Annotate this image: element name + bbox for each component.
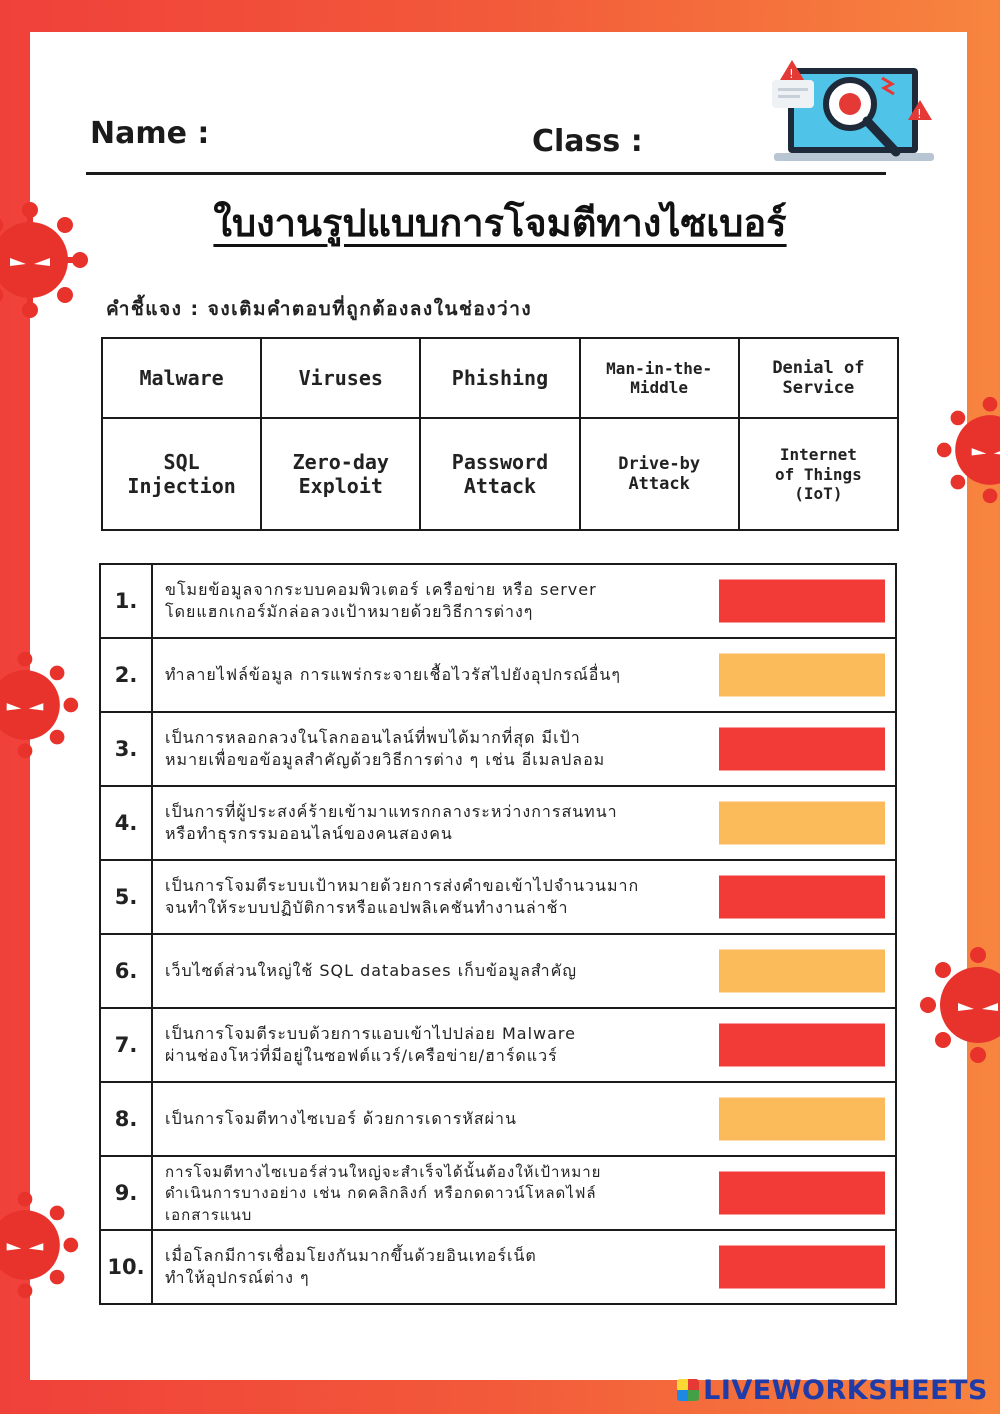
questions-table [99,563,897,1305]
question-row [100,1008,896,1082]
word-bank-cell: Viruses [261,338,420,418]
class-label: Class : [532,124,643,159]
question-number: 10. [100,1230,152,1304]
question-number: 5. [100,860,152,934]
question-number: 9. [100,1156,152,1230]
question-text: เมื่อโลกมีการเชื่อมโยงกันมากขึ้นด้วยอินเทอร์เน็ต ทำให้อุปกรณ์ต่าง ๆ [165,1246,537,1287]
word-bank-cell: Phishing [420,338,579,418]
answer-input-3[interactable] [719,728,885,771]
question-row [100,564,896,638]
word-bank-cell: Denial of Service [739,338,898,418]
question-number: 7. [100,1008,152,1082]
question-text: เป็นการโจมตีทางไซเบอร์ ด้วยการเดารหัสผ่าน [165,1109,517,1129]
liveworksheets-logo[interactable] [677,1375,988,1406]
name-label: Name : [90,116,210,151]
word-bank-cell: SQL Injection [102,418,261,530]
question-number: 1. [100,564,152,638]
question-row [100,1082,896,1156]
svg-text:!: ! [789,67,794,81]
answer-input-10[interactable] [719,1246,885,1289]
word-bank-cell: Zero-day Exploit [261,418,420,530]
word-bank-cell: Man-in-the- Middle [580,338,739,418]
word-bank-cell: Drive-by Attack [580,418,739,530]
answer-input-1[interactable] [719,580,885,623]
question-text: เป็นการหลอกลวงในโลกออนไลน์ที่พบได้มากที่สุด มีเป้า หมายเพื่อขอข้อมูลสำคัญด้วยวิธีการต่าง ๆ เช่น อีเมลปลอม [165,728,606,769]
question-text: เป็นการโจมตีระบบด้วยการแอบเข้าไปปล่อย Malware ผ่านช่องโหว่ที่มีอยู่ในซอฟต์แวร์/เครือข่าย/ฮาร์ดแวร์ [165,1024,576,1065]
answer-input-4[interactable] [719,802,885,845]
question-number: 3. [100,712,152,786]
page-title: ใบงานรูปแบบการโจมตีทางไซเบอร์ [213,201,787,245]
laptop-virus-scan-icon [770,58,940,176]
question-text: เป็นการที่ผู้ประสงค์ร้ายเข้ามาแทรกกลางระหว่างการสนทนา หรือทำธุรกรรมออนไลน์ของคนสองคน [165,802,618,843]
question-number: 4. [100,786,152,860]
word-bank-table [101,337,899,531]
answer-input-7[interactable] [719,1024,885,1067]
question-text: เว็บไซต์ส่วนใหญ่ใช้ SQL databases เก็บข้อมูลสำคัญ [165,961,577,981]
question-text: การโจมตีทางไซเบอร์ส่วนใหญ่จะสำเร็จได้นั้นต้องให้เป้าหมาย ดำเนินการบางอย่าง เช่น กดคลิกลิงก์ หรือกดดาวน์โหลดไฟล์ เอกสารแนบ [165,1162,602,1224]
word-bank-cell: Password Attack [420,418,579,530]
question-text: ขโมยข้อมูลจากระบบคอมพิวเตอร์ เครือข่าย หรือ server โดยแฮกเกอร์มักล่อลวงเป้าหมายด้วยวิธีการต่างๆ [165,580,597,621]
liveworksheets-logo-icon [677,1379,699,1401]
question-row [100,1156,896,1230]
svg-text:!: ! [917,107,922,121]
question-row [100,786,896,860]
footer-brand: LIVEWORKSHEETS [703,1375,988,1406]
virus-icon-left-middle [0,650,80,760]
question-row [100,712,896,786]
header-divider [86,172,886,175]
question-text: ทำลายไฟล์ข้อมูล การแพร่กระจายเชื้อไวรัสไปยังอุปกรณ์อื่นๆ [165,665,621,685]
question-number: 2. [100,638,152,712]
word-bank-cell: Internet of Things (IoT) [739,418,898,530]
word-bank-cell: Malware [102,338,261,418]
question-row [100,860,896,934]
question-number: 6. [100,934,152,1008]
virus-icon-right-middle [918,945,1000,1065]
instruction-text: คำชี้แจง : จงเติมคำตอบที่ถูกต้องลงในช่องว่าง [106,298,533,320]
answer-input-8[interactable] [719,1098,885,1141]
virus-icon-left-bottom [0,1190,80,1300]
answer-input-5[interactable] [719,876,885,919]
answer-input-6[interactable] [719,950,885,993]
answer-input-2[interactable] [719,654,885,697]
question-row [100,1230,896,1304]
virus-icon-right-top [935,395,1000,505]
question-row [100,934,896,1008]
question-row [100,638,896,712]
answer-input-9[interactable] [719,1172,885,1215]
question-text: เป็นการโจมตีระบบเป้าหมายด้วยการส่งคำขอเข้าไปจำนวนมาก จนทำให้ระบบปฏิบัติการหรือแอปพลิเคชันทำงานล่าช้า [165,876,640,917]
question-number: 8. [100,1082,152,1156]
